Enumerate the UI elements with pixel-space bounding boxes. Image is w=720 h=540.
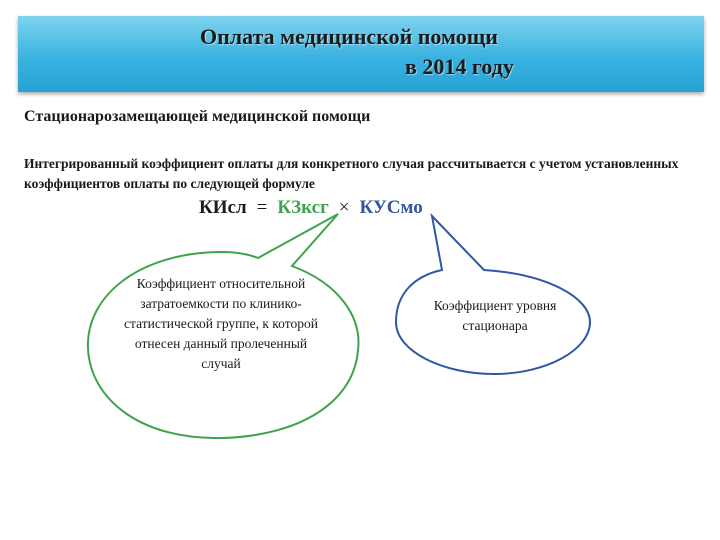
callout-text-kusmo: Коэффициент уровня стационара (433, 298, 557, 333)
page-title-line-2: в 2014 году (405, 54, 514, 79)
callout-bubble-blue (396, 216, 590, 374)
section-subtitle: Стационарозамещающей медицинской помощи (24, 108, 371, 125)
formula-term1: КЗксг (277, 197, 329, 218)
formula-times: × (338, 197, 350, 218)
description-paragraph: Интегрированный коэффициент оплаты для конкретного случая рассчитывается с учетом установленных коэффициентов оплаты по следующей формуле (24, 156, 679, 191)
callout-text-kzksg: Коэффициент относительной затратоемкости по клинико-статистической группе, к которой отнесен данный пролеченный случай (124, 276, 318, 371)
formula-lhs: КИсл (199, 197, 247, 218)
formula-term2: КУСмо (359, 197, 423, 218)
formula-equals: = (256, 197, 268, 218)
page-title-line-1: Оплата медицинской помощи (200, 24, 498, 49)
